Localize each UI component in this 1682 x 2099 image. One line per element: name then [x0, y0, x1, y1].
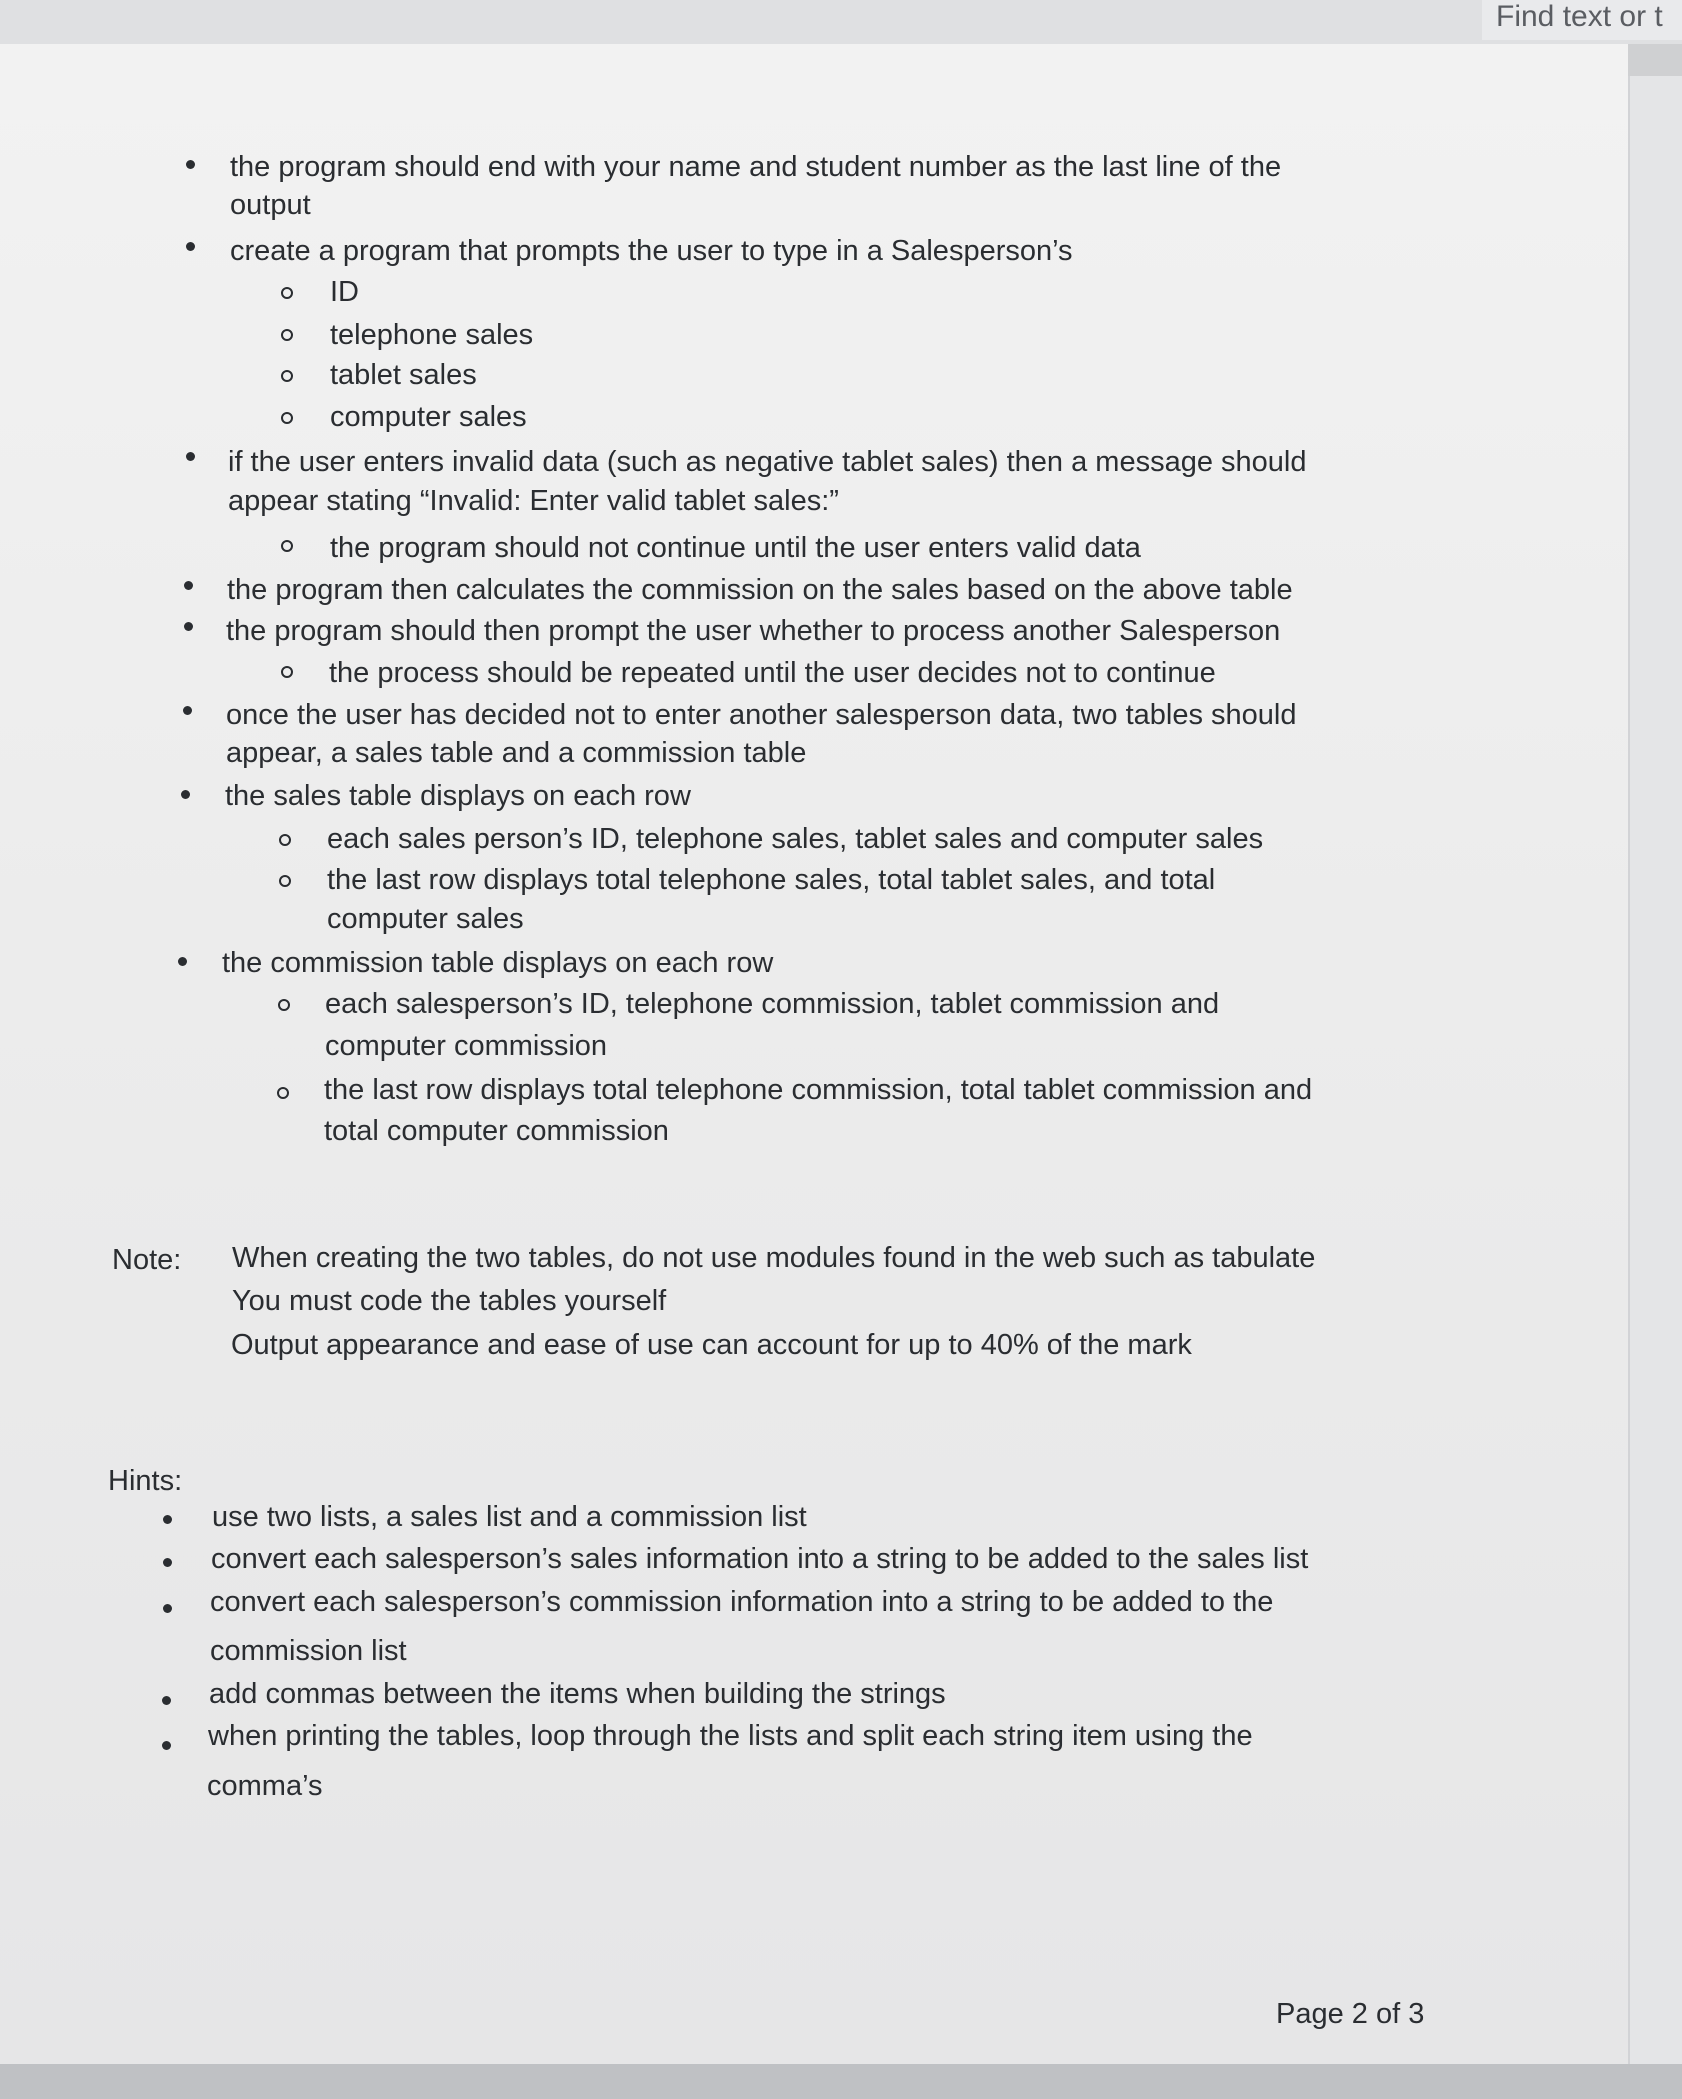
bullet-dot: [163, 1604, 172, 1613]
sub-list-item-continuation: total computer commission: [324, 1115, 669, 1147]
hints-label: Hints:: [108, 1465, 183, 1497]
hint-item-continuation: commission list: [210, 1635, 407, 1667]
sub-list-item: the last row displays total telephone commission, total tablet commission and: [324, 1074, 1313, 1106]
top-toolbar: [0, 0, 1682, 44]
list-item: the program should end with your name and student number as the last line of the: [230, 151, 1282, 183]
sub-list-item: telephone sales: [330, 319, 534, 351]
sub-list-item: the process should be repeated until the user decides not to continue: [329, 657, 1216, 689]
sub-bullet-circle: [281, 370, 293, 382]
sub-list-item-continuation: computer commission: [325, 1030, 608, 1062]
list-item-continuation: appear, a sales table and a commission table: [226, 737, 807, 769]
bullet-dot: [163, 1515, 172, 1524]
note-label: Note:: [112, 1244, 182, 1276]
sub-bullet-circle: [281, 666, 293, 678]
hint-item: convert each salesperson’s sales information into a string to be added to the sales list: [211, 1543, 1309, 1575]
bullet-dot: [181, 790, 190, 799]
sub-bullet-circle: [281, 412, 293, 424]
note-line: You must code the tables yourself: [232, 1285, 667, 1317]
sub-list-item: the program should not continue until the user enters valid data: [330, 532, 1141, 564]
bullet-dot: [163, 1558, 172, 1567]
list-item: the sales table displays on each row: [225, 780, 691, 812]
hint-item: add commas between the items when building the strings: [209, 1678, 946, 1710]
hint-item: convert each salesperson’s commission information into a string to be added to the: [210, 1586, 1274, 1618]
page-number: Page 2 of 3: [1276, 1998, 1425, 2030]
list-item: if the user enters invalid data (such as negative tablet sales) then a message should: [228, 446, 1307, 478]
bullet-dot: [184, 581, 193, 590]
sub-bullet-circle: [281, 287, 293, 299]
sub-list-item: computer sales: [330, 401, 527, 433]
document-page: [0, 44, 1628, 2064]
note-line: Output appearance and ease of use can account for up to 40% of the mark: [231, 1329, 1192, 1361]
sub-bullet-circle: [279, 834, 291, 846]
vertical-scrollbar[interactable]: [1628, 76, 1682, 2099]
bullet-dot: [162, 1696, 171, 1705]
sub-list-item: tablet sales: [330, 359, 477, 391]
sub-list-item: the last row displays total telephone sales, total tablet sales, and total: [327, 864, 1216, 896]
sub-bullet-circle: [279, 875, 291, 887]
sub-list-item-continuation: computer sales: [327, 903, 524, 935]
sub-list-item: each sales person’s ID, telephone sales, tablet sales and computer sales: [327, 823, 1264, 855]
bullet-dot: [186, 452, 195, 461]
sub-bullet-circle: [277, 1087, 289, 1099]
list-item: the program then calculates the commission on the sales based on the above table: [227, 574, 1293, 606]
bullet-dot: [183, 706, 192, 715]
hint-item-continuation: comma’s: [207, 1770, 323, 1802]
bullet-dot: [162, 1741, 171, 1750]
sub-bullet-circle: [278, 999, 290, 1011]
sub-bullet-circle: [281, 540, 293, 552]
note-line: When creating the two tables, do not use modules found in the web such as tabulate: [232, 1242, 1316, 1274]
hint-item: when printing the tables, loop through the lists and split each string item using the: [208, 1720, 1253, 1752]
list-item: create a program that prompts the user to type in a Salesperson’s: [230, 235, 1073, 267]
bullet-dot: [186, 160, 195, 169]
find-text-input[interactable]: Find text or t: [1482, 0, 1682, 40]
hint-item: use two lists, a sales list and a commission list: [212, 1501, 807, 1533]
list-item-continuation: output: [230, 189, 311, 221]
bullet-dot: [178, 957, 187, 966]
sub-list-item: each salesperson’s ID, telephone commission, tablet commission and: [325, 988, 1220, 1020]
list-item: the commission table displays on each row: [222, 947, 774, 979]
list-item-continuation: appear stating “Invalid: Enter valid tablet sales:”: [228, 485, 839, 517]
bullet-dot: [186, 242, 195, 251]
sub-list-item: ID: [330, 276, 359, 308]
bullet-dot: [184, 622, 193, 631]
list-item: once the user has decided not to enter another salesperson data, two tables should: [226, 699, 1297, 731]
sub-bullet-circle: [281, 329, 293, 341]
bottom-edge: [0, 2064, 1682, 2099]
list-item: the program should then prompt the user whether to process another Salesperson: [226, 615, 1281, 647]
